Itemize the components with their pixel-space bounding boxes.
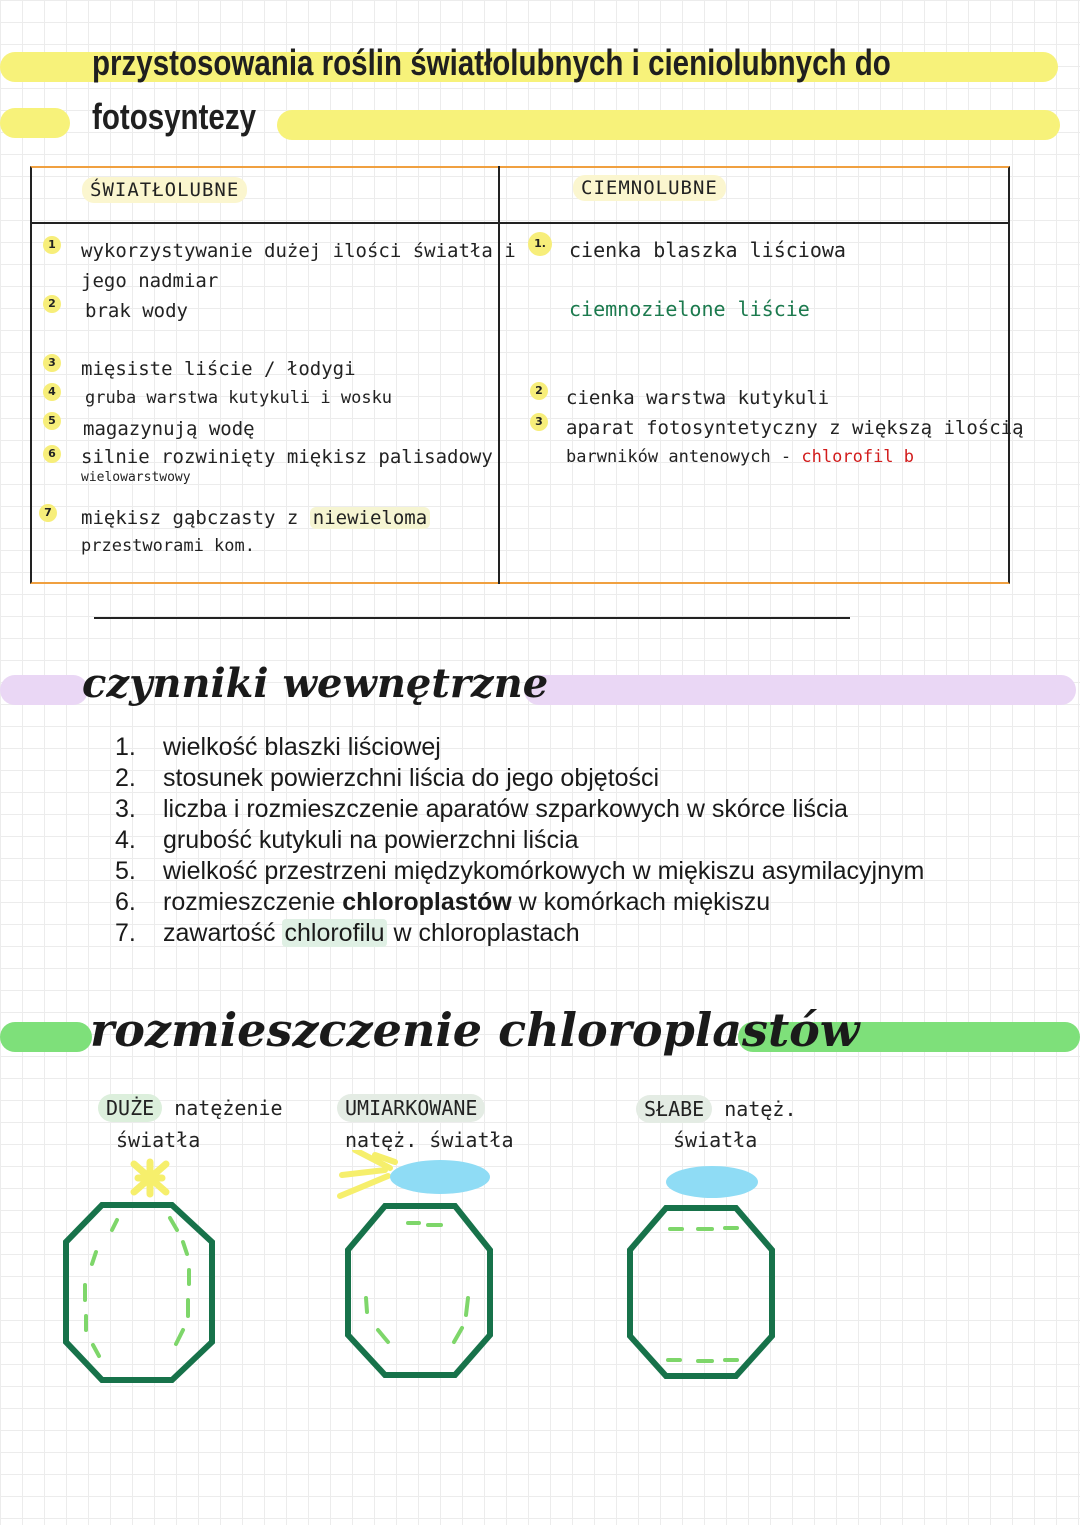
right-item-3a: aparat fotosyntetyczny z większą ilością xyxy=(566,417,1024,439)
left-item-7a-text: miękisz gąbczasty z xyxy=(81,507,299,529)
number-badge-6: 6 xyxy=(43,445,61,463)
section1-heading: czynniki wewnętrzne xyxy=(82,660,549,707)
cell1-label: DUŻE natężenie xyxy=(98,1096,283,1120)
left-item-7a-highlight: niewieloma xyxy=(310,507,430,529)
left-item-4: gruba warstwa kutykuli i wosku xyxy=(85,388,393,408)
cell3-label-highlight: SŁABE xyxy=(636,1095,712,1123)
page-title-line-1: przystosowania roślin światłolubnych i cieniolubnych do xyxy=(92,42,891,83)
list-item: 4. grubość kutykuli na powierzchni liścia xyxy=(115,826,579,854)
cell2-label-line2: natęż. światła xyxy=(345,1128,514,1152)
table-column-divider xyxy=(498,166,500,584)
cell3-label: SŁABE natęż. xyxy=(636,1097,797,1121)
title-highlight-2 xyxy=(0,108,70,138)
right-number-badge-3: 3 xyxy=(530,413,548,431)
cell1-label-highlight: DUŻE xyxy=(98,1094,162,1122)
cell2-label xyxy=(337,1096,485,1120)
number-badge-5: 5 xyxy=(43,412,61,430)
left-item-7b: przestworami kom. xyxy=(81,536,255,556)
right-item-3b-red: chlorofil b xyxy=(801,447,915,467)
right-item-3b-text: barwników antenowych - xyxy=(566,447,792,467)
section2-highlight-left xyxy=(0,1022,92,1052)
number-badge-1: 1 xyxy=(43,236,61,254)
left-item-7a xyxy=(81,507,430,529)
left-item-1b: jego nadmiar xyxy=(81,270,219,292)
separator-line xyxy=(94,617,850,619)
left-item-5: magazynują wodę xyxy=(83,418,255,440)
cell1-label-line2: światła xyxy=(116,1128,201,1152)
right-number-badge-1: 1. xyxy=(528,232,552,256)
section2-heading: rozmieszczenie chloroplastów xyxy=(90,1003,860,1057)
table-header-swiatlolubne: ŚWIATŁOLUBNE xyxy=(82,177,247,203)
left-item-6a: silnie rozwinięty miękisz palisadowy xyxy=(81,446,493,468)
section1-highlight-right xyxy=(524,675,1076,705)
sun-icon xyxy=(134,1162,166,1194)
table-header-ciemnolubne: CIEMNOLUBNE xyxy=(573,175,726,201)
title-highlight-3 xyxy=(277,110,1060,140)
table-header-divider xyxy=(30,222,1010,224)
chloroplast-diagrams xyxy=(0,1150,1080,1410)
factors-list xyxy=(115,732,924,949)
page-title-line-2: fotosyntezy xyxy=(92,96,257,137)
cell1-chloroplasts xyxy=(85,1218,189,1356)
section1-highlight-left xyxy=(0,675,88,705)
number-badge-2: 2 xyxy=(43,295,61,313)
cloud-icon-2 xyxy=(390,1160,490,1194)
list-item: 7. zawartość chlorofilu w chloroplastach xyxy=(115,919,580,947)
cell3-octagon xyxy=(630,1208,772,1376)
cell3-chloroplasts xyxy=(668,1228,737,1361)
left-item-3: mięsiste liście / łodygi xyxy=(81,358,356,380)
cloud-icon-3 xyxy=(666,1166,758,1198)
right-item-1: cienka blaszka liściowa xyxy=(569,238,846,262)
cell1-octagon xyxy=(66,1205,212,1380)
number-badge-7: 7 xyxy=(39,504,57,522)
number-badge-4: 4 xyxy=(43,383,61,401)
list-item: 2. stosunek powierzchni liścia do jego objętości xyxy=(115,764,660,792)
list-item: 3. liczba i rozmieszczenie aparatów szparkowych w skórce liścia xyxy=(115,795,848,823)
right-item-3b xyxy=(566,447,914,467)
list-item: 5. wielkość przestrzeni międzykomórkowych w miękiszu asymilacyjnym xyxy=(115,857,925,885)
left-item-1a: wykorzystywanie dużej ilości światła i xyxy=(81,240,516,262)
left-item-6b: wielowarstwowy xyxy=(81,470,191,485)
list-item: 1. wielkość blaszki liściowej xyxy=(115,733,441,761)
left-item-2: brak wody xyxy=(85,300,188,322)
cell2-chloroplasts xyxy=(366,1223,468,1342)
number-badge-3: 3 xyxy=(43,354,61,372)
cell2-label-highlight: UMIARKOWANE xyxy=(337,1094,485,1122)
list-item: 6. rozmieszczenie chloroplastów w komórkach miękiszu xyxy=(115,888,771,916)
right-number-badge-2: 2 xyxy=(530,382,548,400)
right-item-1b: ciemnozielone liście xyxy=(569,297,810,321)
sun-partial-icon xyxy=(340,1150,395,1196)
cell2-octagon xyxy=(348,1206,490,1375)
right-item-2: cienka warstwa kutykuli xyxy=(566,387,830,409)
cell3-label-line2: światła xyxy=(673,1128,758,1152)
